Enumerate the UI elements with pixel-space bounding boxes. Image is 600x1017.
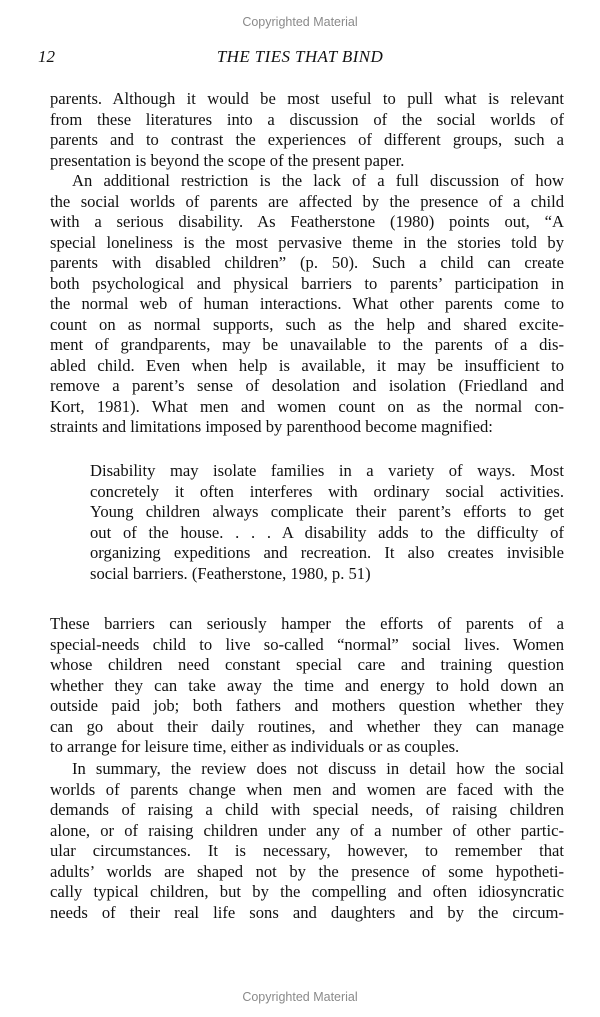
text-line: presentation is beyond the scope of the present paper. [50, 150, 405, 170]
text-line: needs of their real life sons and daughters and by the circum- [50, 902, 564, 922]
text-line: both psychological and physical barriers to parents’ participation in [50, 273, 564, 293]
text-line: straints and limitations imposed by parenthood become magnified: [50, 417, 493, 436]
running-head [0, 47, 600, 69]
text-line: from these literatures into a discussion of the social worlds of [50, 109, 564, 129]
text-line: outside paid job; both fathers and mothers question whether they [50, 696, 564, 715]
text-line: alone, or of raising children under any of a number of other partic- [50, 820, 564, 840]
text-line: special-needs child to live so-called “normal” social lives. Women [50, 634, 564, 654]
quote-line: Young children always complicate their parent’s efforts to get [90, 502, 564, 522]
quote-line: out of the house. . . . A disability adds to the difficulty of [90, 522, 564, 542]
text-line: the social worlds of parents are affected by the presence of a child [50, 191, 564, 211]
text-line: remove a parent’s sense of desolation and isolation (Friedland and [50, 376, 564, 395]
running-title: THE TIES THAT BIND [216, 47, 384, 66]
quote-line: Disability may isolate families in a variety of ways. Most [90, 461, 564, 480]
text-line: These barriers can seriously hamper the efforts of parents of a [50, 614, 564, 633]
paragraph-additional-restriction [50, 171, 564, 438]
text-line: parents with disabled children” (p. 50). Such a child can create [50, 253, 564, 272]
quote-line: organizing expeditions and recreation. It also creates invisible [90, 543, 564, 563]
quote-line: social barriers. (Featherstone, 1980, p. 51) [90, 563, 371, 583]
text-line: In summary, the review does not discuss in detail how the social [72, 759, 564, 778]
text-line: cally typical children, but by the compelling and often idiosyncratic [50, 882, 564, 901]
text-line: parents. Although it would be most useful to pull what is relevant [50, 89, 564, 108]
text-line: to arrange for leisure time, either as individuals or as couples. [50, 737, 460, 756]
text-line: with a serious disability. As Featherstone (1980) points out, “A [50, 212, 564, 231]
paragraph-continuation [50, 89, 564, 171]
text-line: ular circumstances. It is necessary, however, to remember that [50, 841, 564, 860]
text-line: whose children need constant special care and training question [50, 655, 564, 674]
copyright-watermark-top: Copyrighted Material [242, 15, 358, 29]
text-line: parents and to contrast the experiences of different groups, such a [50, 130, 564, 149]
text-line: demands of raising a child with special needs, of raising children [50, 800, 564, 819]
text-line: ment of grandparents, may be unavailable to the parents of a dis- [50, 335, 564, 354]
text-line: can go about their daily routines, and whether they can manage [50, 716, 564, 736]
block-quote [90, 461, 564, 585]
text-line: abled child. Even when help is available, it may be insufficient to [50, 355, 564, 375]
text-line: special loneliness is the most pervasive theme in the stories told by [50, 232, 564, 252]
text-line: worlds of parents change when men and women are faced with the [50, 779, 564, 799]
text-line: the normal web of human interactions. What other parents come to [50, 294, 564, 313]
text-line: count on as normal supports, such as the help and shared excite- [50, 314, 564, 334]
page-number: 12 [38, 47, 55, 66]
copyright-watermark-bottom: Copyrighted Material [242, 990, 358, 1004]
paragraph-summary [50, 759, 564, 923]
text-line: Kort, 1981). What men and women count on as the normal con- [50, 396, 564, 416]
text-line: adults’ worlds are shaped not by the presence of some hypotheti- [50, 861, 564, 881]
text-line: whether they can take away the time and energy to hold down an [50, 675, 564, 695]
text-line: An additional restriction is the lack of a full discussion of how [72, 171, 564, 190]
paragraph-barriers [50, 614, 564, 758]
quote-line: concretely it often interferes with ordinary social activities. [90, 481, 564, 501]
